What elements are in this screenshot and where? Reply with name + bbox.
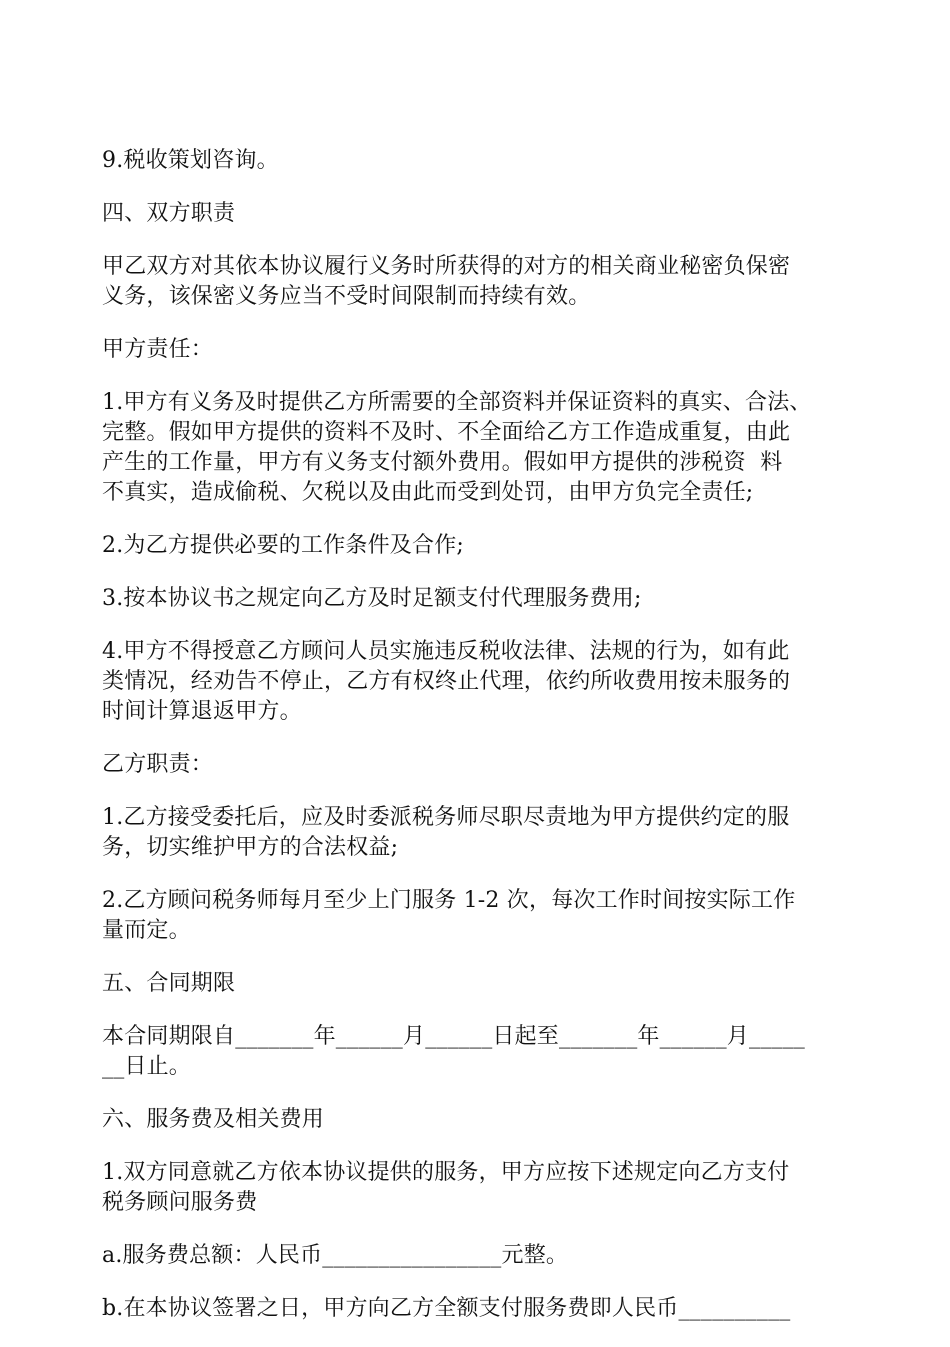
fee-agreement-paragraph: 1.双方同意就乙方依本协议提供的服务，甲方应按下述规定向乙方支付 税务顾问服务费: [102, 1160, 790, 1215]
party-b-duty-2: 2.乙方顾问税务师每月至少上门服务 1-2 次，每次工作时间按实际工作 量而定。: [102, 888, 796, 943]
party-a-duty-4: 4.甲方不得授意乙方顾问人员实施违反税收法律、法规的行为，如有此 类情况，经劝告不停止，乙方有权终止代理，依约所收费用按未服务的 时间计算退返甲方。: [102, 639, 791, 724]
party-a-duty-1: 1.甲方有义务及时提供乙方所需要的全部资料并保证资料的真实、合法、 完整。假如甲方提供的资料不及时、不全面给乙方工作造成重复，由此 产生的工作量，甲方有义务支付额外费用。假如甲方提供的涉税资 料 不真实，造成偷税、欠税以及由此而受到处罚，由甲方负完全责任;: [102, 390, 812, 505]
confidentiality-paragraph: 甲乙双方对其依本协议履行义务时所获得的对方的相关商业秘密负保密 义务，该保密义务应当不受时间限制而持续有效。: [102, 254, 791, 309]
document-body: [102, 146, 852, 1347]
fee-total-line: a.服务费总额：人民币________________元整。: [102, 1243, 569, 1268]
section-heading-duties: 四、双方职责: [102, 201, 236, 226]
section-heading-fees: 六、服务费及相关费用: [102, 1107, 325, 1132]
list-item-tax-planning: 9.税收策划咨询。: [102, 148, 279, 173]
section-heading-term: 五、合同期限: [102, 971, 236, 996]
fee-payment-line: b.在本协议签署之日，甲方向乙方全额支付服务费即人民币__________: [102, 1296, 791, 1321]
contract-term-paragraph: 本合同期限自_______年______月______日起至_______年______月_____ __日止。: [102, 1024, 806, 1079]
party-a-duty-2: 2.为乙方提供必要的工作条件及合作;: [102, 533, 465, 558]
party-b-duty-1: 1.乙方接受委托后，应及时委派税务师尽职尽责地为甲方提供约定的服 务，切实维护甲方的合法权益;: [102, 805, 790, 860]
party-a-duty-3: 3.按本协议书之规定向乙方及时足额支付代理服务费用;: [102, 586, 642, 611]
party-a-duties-heading: 甲方责任：: [102, 337, 214, 362]
party-b-duties-heading: 乙方职责：: [102, 752, 214, 777]
